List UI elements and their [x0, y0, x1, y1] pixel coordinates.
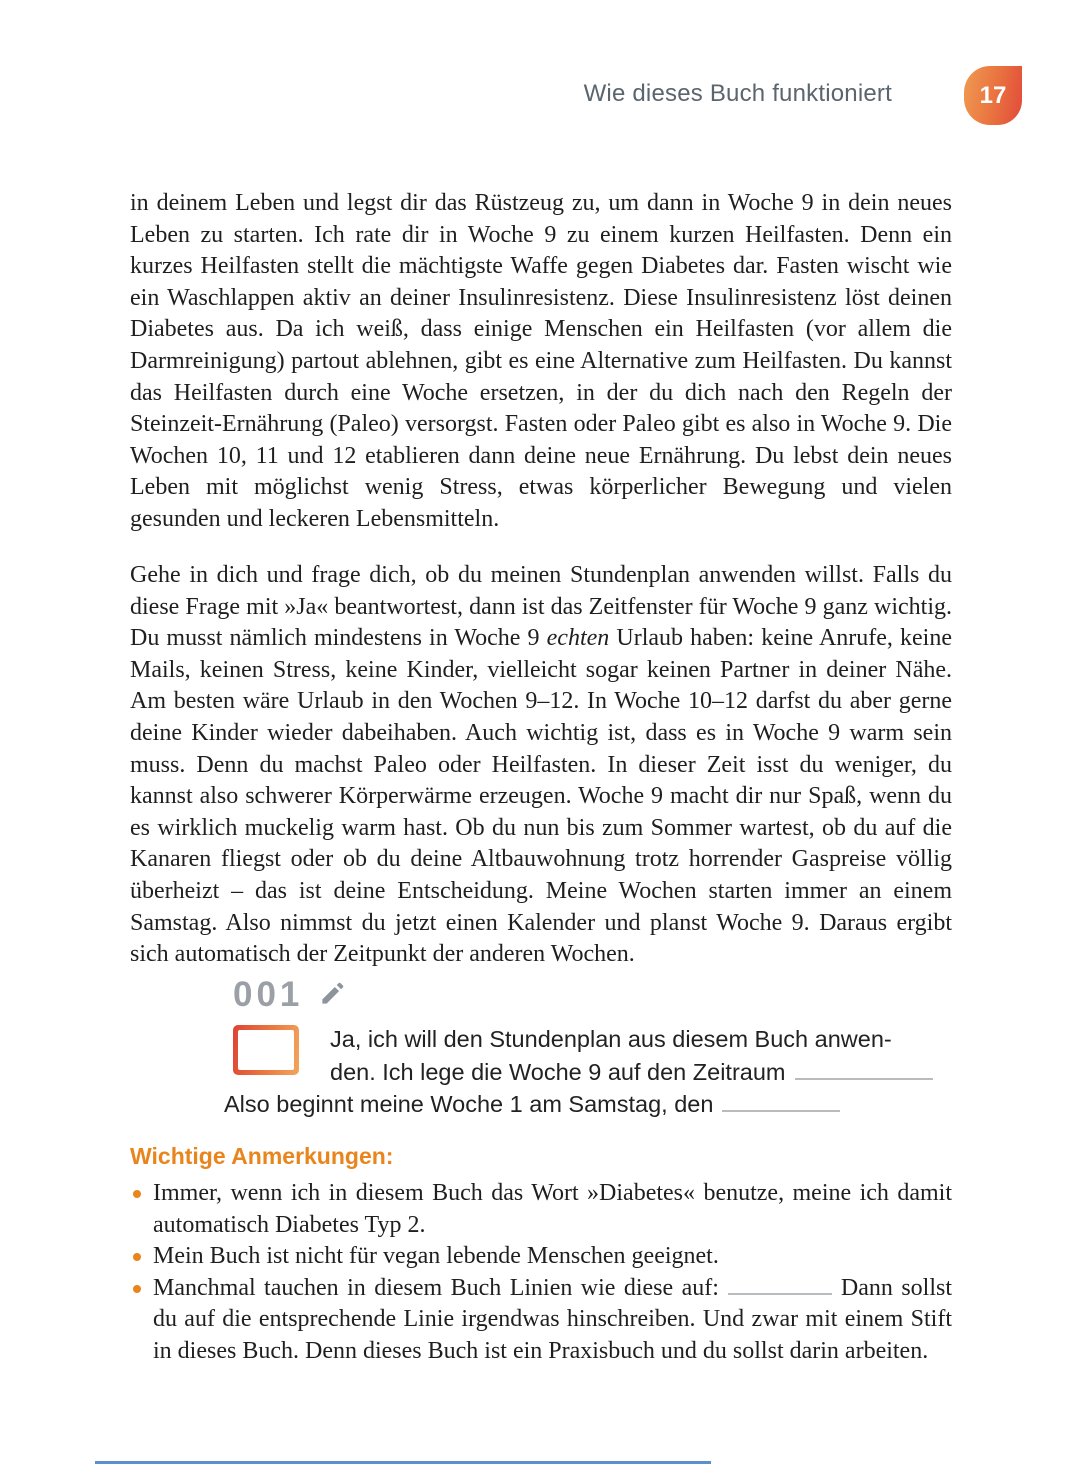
- list-item: [130, 1178, 952, 1241]
- exercise-label: [330, 1023, 933, 1089]
- start-date-blank[interactable]: [722, 1094, 840, 1112]
- pencil-icon: [319, 980, 346, 1007]
- chapter-title: Wie dieses Buch funktioniert: [583, 80, 892, 107]
- body-paragraph-1: [130, 188, 952, 536]
- note-text: Dann sollst du auf die entsprechende Linie irgendwas hinschreiben. Und zwar mit einem Stift in dieses Buch. Denn dieses Buch ist ein Praxisbuch und du sollst darin arbeiten.: [153, 1274, 952, 1364]
- bullet-icon: [133, 1253, 141, 1261]
- exercise-label-line2: den. Ich lege die Woche 9 auf den Zeitraum: [330, 1056, 933, 1089]
- running-head: [0, 66, 1022, 126]
- italic-word: echten: [546, 625, 610, 652]
- note-text: Mein Buch ist nicht für vegan lebende Menschen geeignet.: [153, 1243, 719, 1270]
- list-item: [130, 1241, 952, 1273]
- exercise-label-line1: Ja, ich will den Stundenplan aus diesem Buch anwen-: [330, 1026, 892, 1052]
- paragraph-text: Gehe in dich und frage dich, ob du meinen Stundenplan anwenden willst. Falls du diese Frage mit »Ja« beantwortest, dann ist das Zeitfenster für Woche 9 ganz wichtig. Du musst nämlich mindestens in Woche 9: [130, 562, 952, 652]
- bullet-icon: [133, 1285, 141, 1293]
- exercise-checkbox-inner: [238, 1030, 294, 1070]
- exercise-number: 001: [233, 975, 304, 1014]
- bullet-icon: [133, 1190, 141, 1198]
- footer-rule: [95, 1461, 711, 1464]
- page-number: 17: [979, 81, 1007, 109]
- notes-section: [130, 1143, 952, 1368]
- page-number-badge: [964, 66, 1022, 125]
- exercise-checkbox[interactable]: [233, 1025, 299, 1075]
- paragraph-text: Urlaub haben: keine Anrufe, keine Mails, keinen Stress, keine Kinder, vielleicht sogar keinen Partner in deiner Nähe. Am besten wäre Urlaub in den Wochen 9–12. In Woche 10–12 darfst du aber gerne deine Kinder wieder dabeihaben. Auch wichtig ist, dass es in Woche 9 warm sein muss. Denn du machst Paleo oder Heilfasten. In dieser Zeit isst du weniger, du kannst also schwerer Körperwärme erzeugen. Woche 9 macht dir nur Spaß, wenn du es wirklich muckelig warm hast. Ob du nun bis zum Sommer wartest, ob du auf die Kanaren fliegst oder ob du deine Altbauwohnung trotz horrender Gaspreise völlig überheizt – das ist deine Entscheidung. Meine Wochen starten immer an einem Samstag. Also nimmst du jetzt einen Kalender und planst Woche 9. Daraus ergibt sich automatisch der Zeitpunkt der anderen Wochen.: [130, 625, 952, 968]
- exercise-number-row: [233, 975, 346, 1015]
- notes-heading: Wichtige Anmerkungen:: [130, 1143, 394, 1169]
- date-range-blank[interactable]: [795, 1062, 933, 1080]
- note-text: Manchmal tauchen in diesem Buch Linien wie diese auf:: [153, 1274, 719, 1301]
- list-item: [130, 1273, 952, 1368]
- exercise-line3: Also beginnt meine Woche 1 am Samstag, den: [224, 1088, 840, 1121]
- example-blank[interactable]: [728, 1277, 832, 1295]
- body-paragraph-2: [130, 560, 952, 971]
- note-text: Immer, wenn ich in diesem Buch das Wort »Diabetes« benutze, meine ich damit automatisch Diabetes Typ 2.: [153, 1180, 952, 1238]
- paragraph-text: in deinem Leben und legst dir das Rüstzeug zu, um dann in Woche 9 in dein neues Leben zu starten. Ich rate dir in Woche 9 zu einem kurzen Heilfasten. Denn ein kurzes Heilfasten stellt die mächtigste Waffe gegen Diabetes dar. Fasten wischt wie ein Waschlappen aktiv an deiner Insulinresistenz. Diese Insulinresistenz löst deinen Diabetes aus. Da ich weiß, dass einige Menschen ein Heilfasten (vor allem die Darmreinigung) partout ablehnen, gibt es eine Alternative zum Heilfasten. Du kannst das Heilfasten durch eine Woche ersetzen, in der du dich nach den Regeln der Steinzeit-Ernährung (Paleo) versorgst. Fasten oder Paleo gibt es also in Woche 9. Die Wochen 10, 11 und 12 etablieren dann deine neue Ernährung. Du lebst dein neues Leben mit möglichst wenig Stress, etwas körperlicher Bewegung und vielen gesunden und leckeren Lebensmitteln.: [130, 190, 952, 532]
